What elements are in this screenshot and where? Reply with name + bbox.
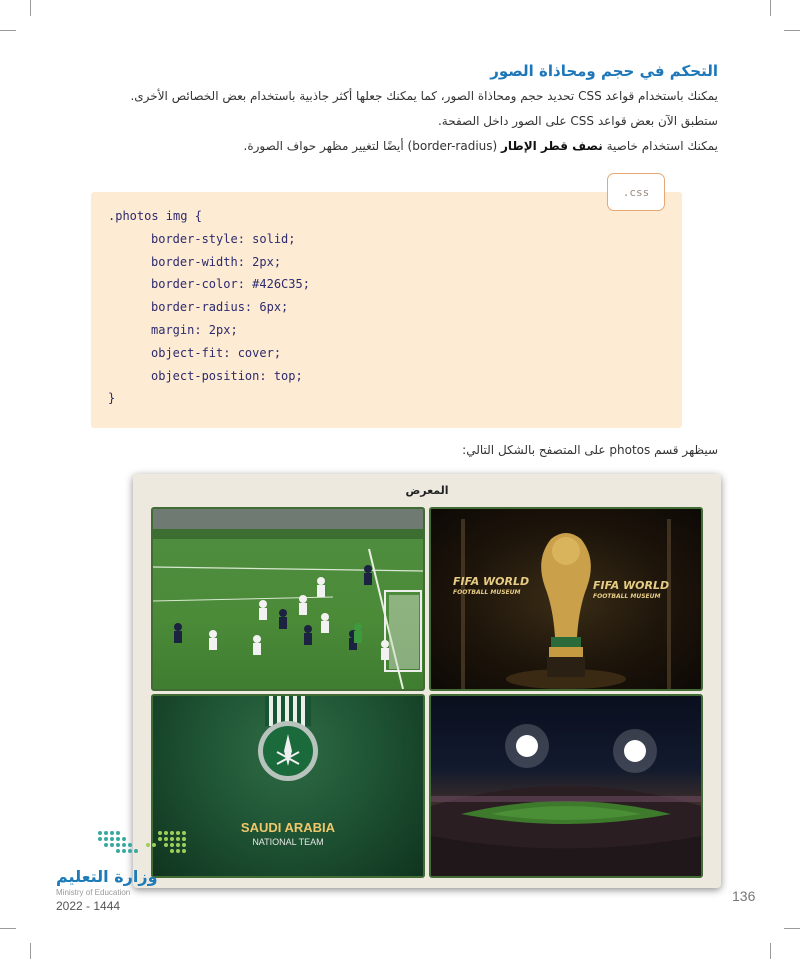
photo-football-match [151,507,425,691]
code-line [108,228,310,251]
crop-mark [30,943,31,959]
code-line [108,273,310,296]
stadium-image [431,696,701,876]
code-selector: .photos img { [108,209,202,223]
code-prop: border-width: [151,254,245,269]
crop-mark [30,0,31,16]
code-line [108,319,310,342]
ministry-name-english: Ministry of Education [56,888,131,897]
crop-mark [784,928,800,929]
code-prop: border-style: [151,231,245,246]
paragraph-3-bold: نصف قطر الإطار [501,139,603,153]
code-val: 6px; [252,300,289,315]
code-val: solid; [244,231,296,246]
crop-mark [784,30,800,31]
academic-year: 2022 - 1444 [56,899,121,913]
crop-mark [0,928,16,929]
national-team-label: NATIONAL TEAM [252,837,324,847]
code-line [108,251,310,274]
paragraph-3-post: (border-radius) أيضًا لتغيير مظهر حواف الصورة. [243,139,502,153]
fifa-text-left: FIFA WORLD [453,575,530,588]
fifa-sub-right: FOOTBALL MUSEUM [593,593,661,600]
code-close: } [108,391,116,406]
code-val: cover; [230,345,282,360]
photo-stadium-night [429,694,703,878]
photo-saudi-national-team [151,694,425,878]
ministry-logo-icon [96,829,191,859]
css-file-tab: .css [607,173,665,211]
code-val: #426C35; [244,277,310,292]
paragraph-2: ستطبق الآن بعض قواعد CSS على الصور داخل الصفحة. [437,114,718,128]
code-prop: margin: [151,322,202,337]
code-val: 2px; [201,322,238,337]
code-prop: border-radius: [151,300,253,315]
code-prop: object-fit: [151,345,231,360]
browser-preview [133,474,721,888]
gallery-title: المعرض [405,484,449,497]
gallery-intro: سيظهر قسم photos على المتصفح بالشكل التالي: [462,443,718,457]
saudi-arabia-label: SAUDI ARABIA [240,820,336,835]
code-line [108,342,310,365]
code-val: top; [266,368,303,383]
crop-mark [770,0,771,16]
code-prop: border-color: [151,277,245,292]
css-code [108,205,310,410]
page-number: 136 [732,888,756,904]
code-val: 2px; [244,254,282,269]
trophy-image [431,509,701,689]
saudi-emblem-image [153,696,423,876]
ministry-name-arabic: وزارة التعليم [56,867,158,886]
fifa-sub-left: FOOTBALL MUSEUM [453,589,521,596]
paragraph-3 [244,139,719,153]
fifa-text-right: FIFA WORLD [593,579,670,592]
football-match-image [153,509,423,689]
code-line [108,296,310,319]
code-line [108,365,310,388]
code-prop: object-position: [151,368,267,383]
section-heading: التحكم في حجم ومحاذاة الصور [490,62,718,80]
photo-world-cup-trophy [429,507,703,691]
crop-mark [770,943,771,959]
paragraph-1: يمكنك باستخدام قواعد CSS تحديد حجم ومحاذاة الصور، كما يمكنك جعلها أكثر جاذبية باستخدام بعض الخصائص الأخرى. [130,89,718,103]
crop-mark [0,30,16,31]
paragraph-3-pre: يمكنك استخدام خاصية [602,139,718,153]
